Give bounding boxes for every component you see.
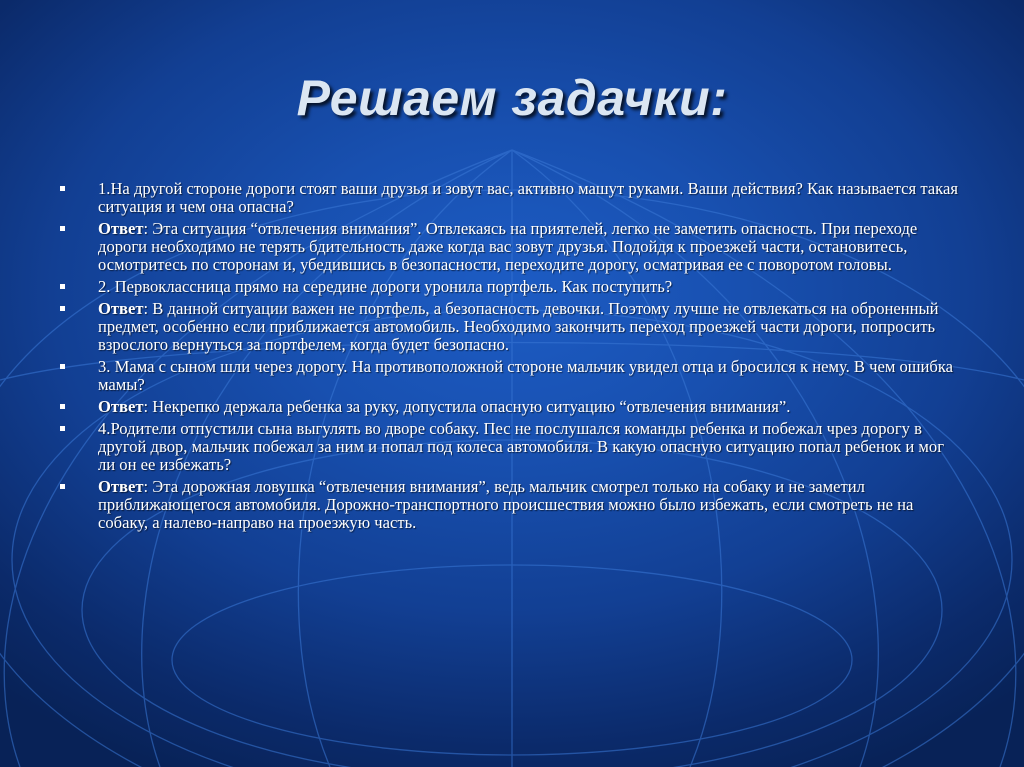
item-label: Ответ <box>98 219 144 238</box>
list-item <box>60 180 965 216</box>
item-text: 1.На другой стороне дороги стоят ваши друзья и зовут вас, активно машут руками. Ваши действия? Как называется такая ситуация и чем она опасна? <box>98 179 958 216</box>
list-item <box>60 478 965 532</box>
item-label: Ответ <box>98 397 144 416</box>
square-bullet-icon <box>60 484 65 489</box>
list-item <box>60 300 965 354</box>
item-text: : Эта дорожная ловушка “отвлечения внимания”, ведь мальчик смотрел только на собаку и не заметил приближающегося автомобиля. Дорожно-транспортного происшествия можно было избежать, если смотреть не на собаку, а налево-направо на проезжую часть. <box>98 477 914 532</box>
item-text: 3. Мама с сыном шли через дорогу. На противоположной стороне мальчик увидел отца и бросился к нему. В чем ошибка мамы? <box>98 357 954 394</box>
item-text: : В данной ситуации важен не портфель, а безопасность девочки. Поэтому лучше не отвлекаться на оброненный предмет, особенно если приближается автомобиль. Необходимо закончить переход проезжей части дороги, попросить взрослого вернуться за портфелем, когда будет безопасно. <box>98 299 939 354</box>
square-bullet-icon <box>60 404 65 409</box>
task-list <box>60 180 965 536</box>
list-item <box>60 358 965 394</box>
square-bullet-icon <box>60 186 65 191</box>
square-bullet-icon <box>60 226 65 231</box>
square-bullet-icon <box>60 426 65 431</box>
square-bullet-icon <box>60 284 65 289</box>
square-bullet-icon <box>60 364 65 369</box>
slide-title: Решаем задачки: <box>296 70 728 126</box>
item-text: 2. Первоклассница прямо на середине дороги уронила портфель. Как поступить? <box>98 277 673 296</box>
item-text: : Эта ситуация “отвлечения внимания”. Отвлекаясь на приятелей, легко не заметить опасность. При переходе дороги необходимо не терять бдительность даже когда вас зовут друзья. Подойдя к проезжей части, остановитесь, осмотритесь по сторонам и, убедившись в безопасности, переходите дорогу, осматривая ее с поворотом головы. <box>98 219 918 274</box>
item-label: Ответ <box>98 299 144 318</box>
list-item <box>60 420 965 474</box>
square-bullet-icon <box>60 306 65 311</box>
item-label: Ответ <box>98 477 144 496</box>
list-item <box>60 398 965 416</box>
list-item <box>60 220 965 274</box>
list-item <box>60 278 965 296</box>
item-text: : Некрепко держала ребенка за руку, допустила опасную ситуацию “отвлечения внимания”. <box>143 397 791 416</box>
item-text: 4.Родители отпустили сына выгулять во дворе собаку. Пес не послушался команды ребенка и побежал чрез дорогу в другой двор, мальчик побежал за ним и попал под колеса автомобиля. В какую опасную ситуацию попал ребенок и мог ли он ее избежать? <box>98 419 945 474</box>
